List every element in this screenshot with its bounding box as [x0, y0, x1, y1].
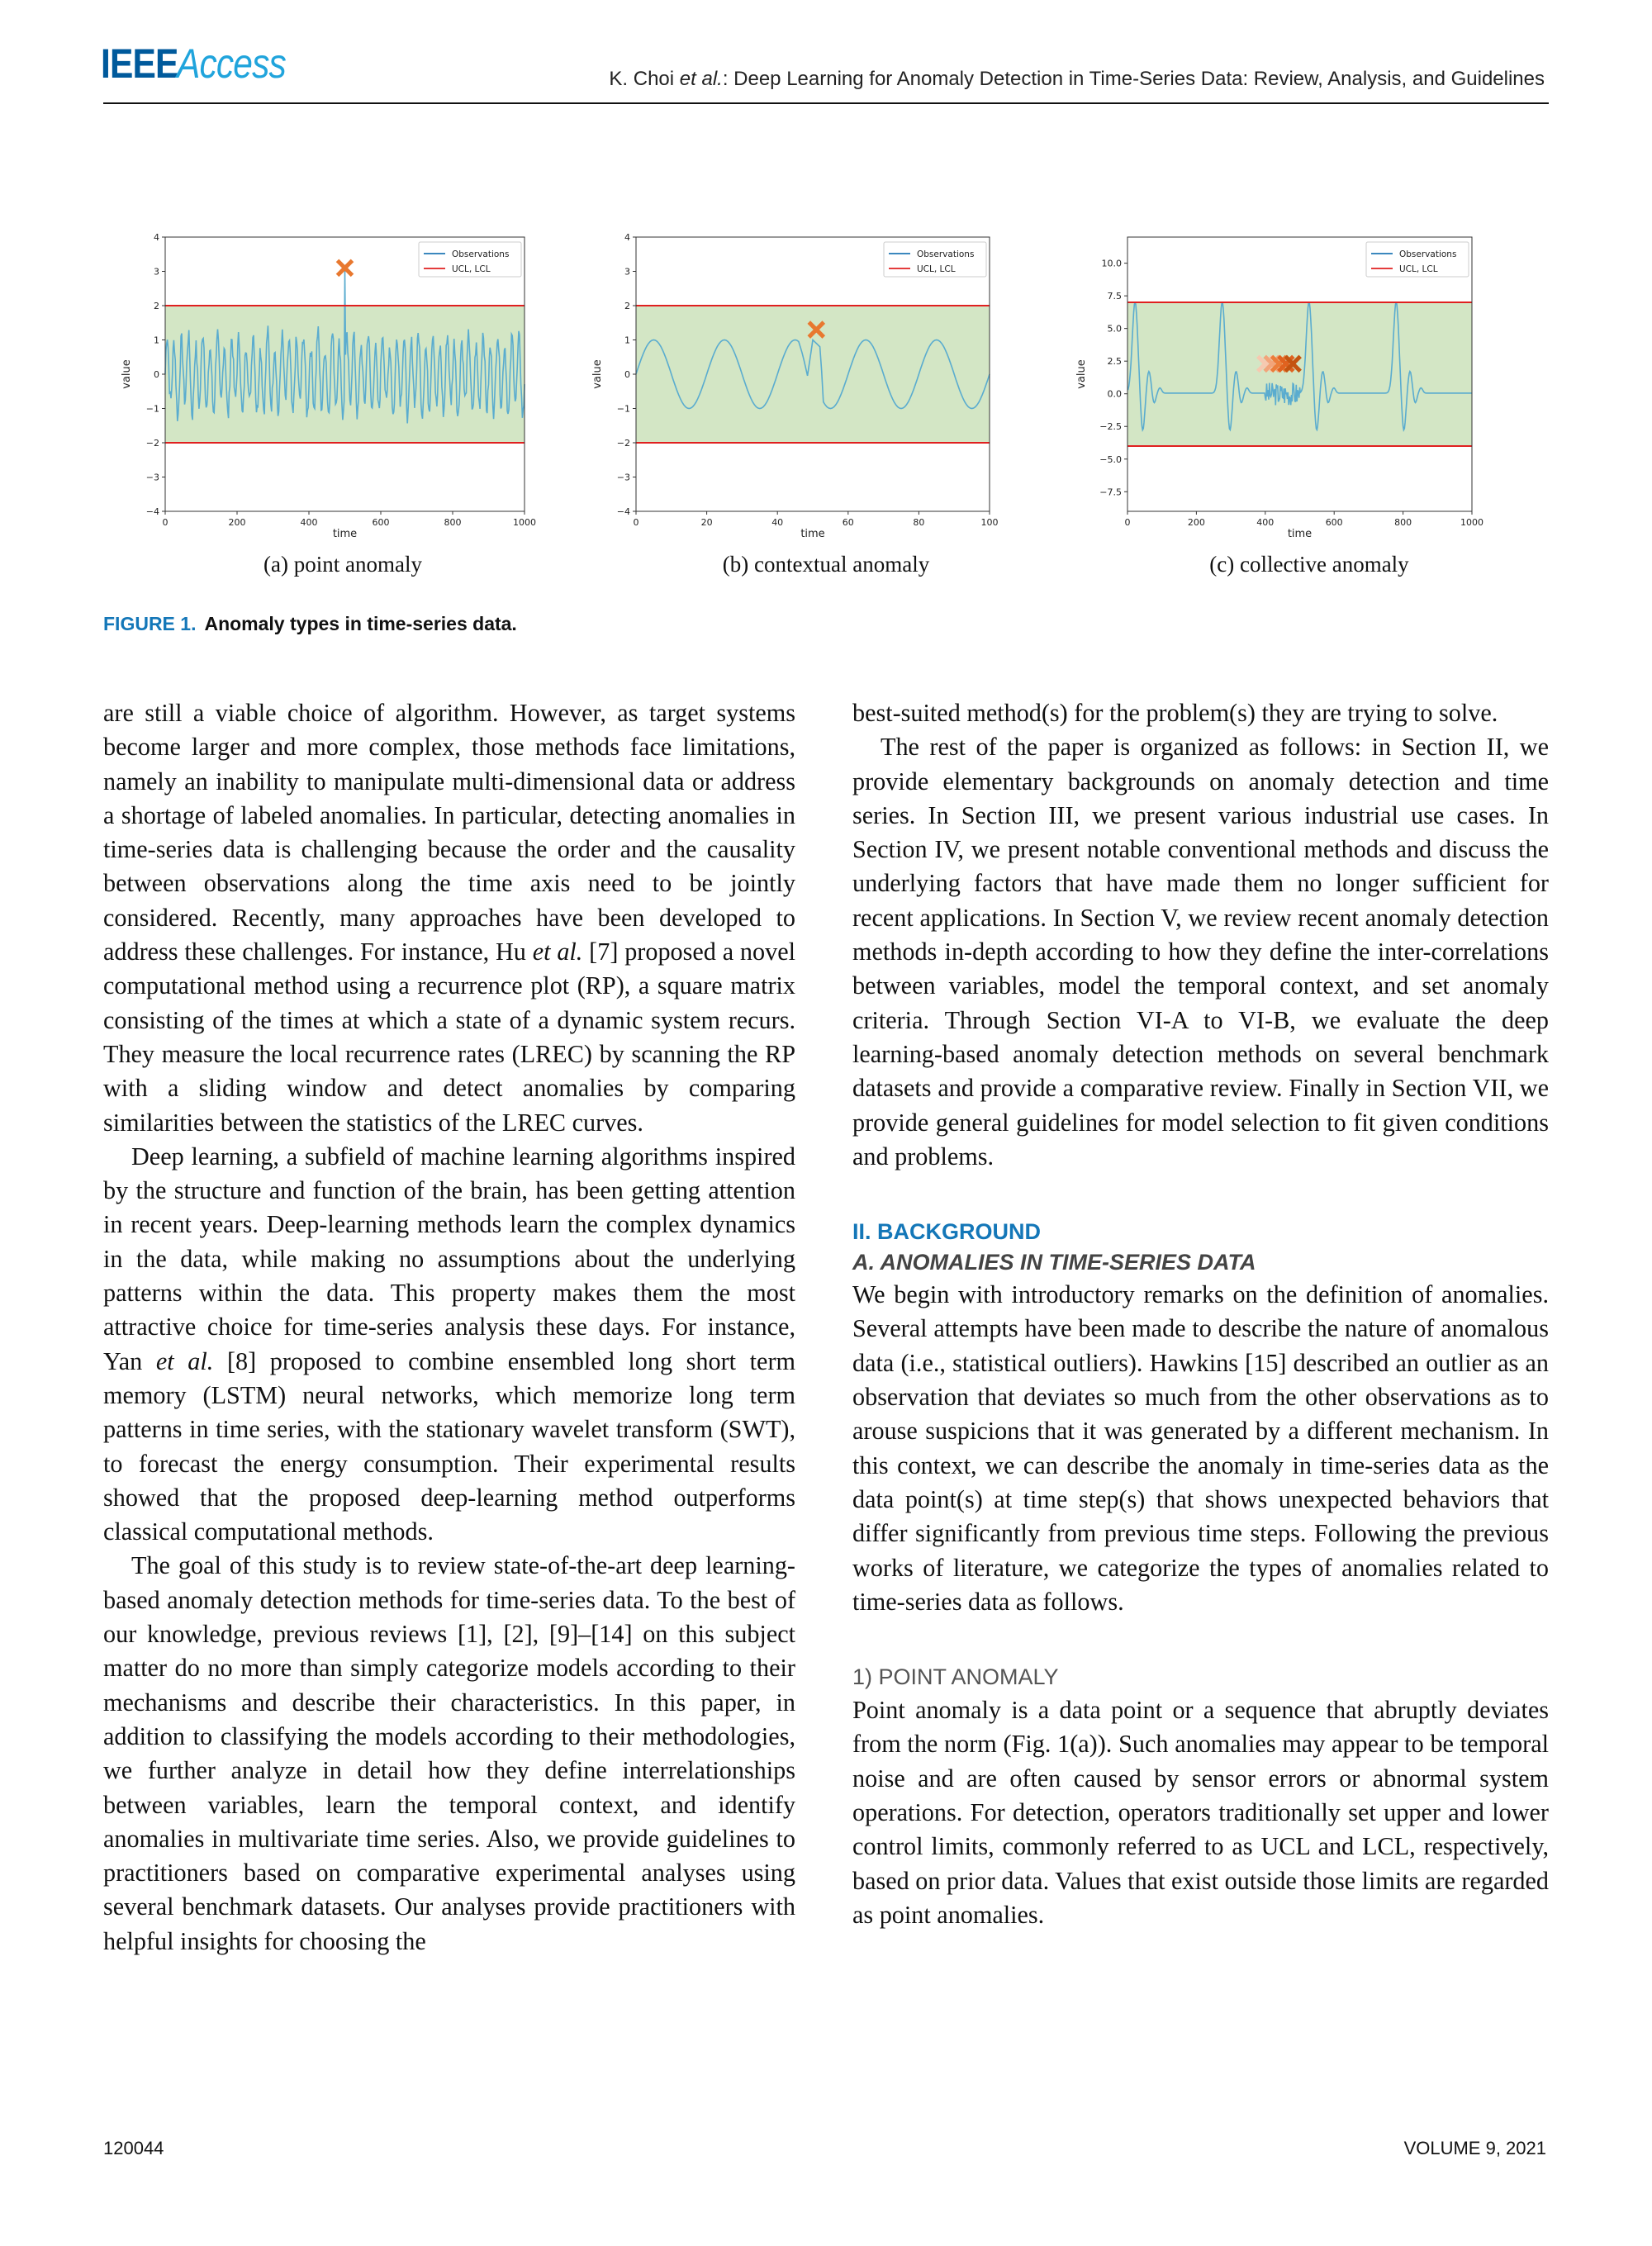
svg-text:time: time — [332, 528, 358, 540]
svg-text:2: 2 — [154, 301, 159, 311]
svg-text:value: value — [591, 359, 604, 389]
svg-text:2: 2 — [624, 301, 630, 311]
svg-text:1: 1 — [154, 335, 159, 346]
left-column — [103, 696, 795, 1959]
svg-text:600: 600 — [1325, 517, 1343, 528]
svg-text:value: value — [121, 359, 133, 389]
svg-text:5.0: 5.0 — [1107, 323, 1122, 335]
svg-text:3: 3 — [154, 266, 159, 278]
running-head-author: K. Choi — [609, 68, 680, 90]
paragraph: Point anomaly is a data point or a sequence that abruptly deviates from the norm (Fig. 1(a)). Such anomalies may appear to be temporal noise and are often caused by sensor errors or abnormal system operations. For detection, operators traditionally set upper and lower control limits, commonly referred to as UCL and LCL, respectively, based on prior data. Values that exist outside those limits are regarded as point anomalies. — [852, 1696, 1549, 1929]
svg-text:−3: −3 — [616, 472, 630, 483]
svg-text:value: value — [1075, 359, 1088, 389]
svg-text:7.5: 7.5 — [1107, 291, 1122, 302]
svg-text:0.0: 0.0 — [1107, 388, 1122, 400]
paragraph: Deep learning, a subfield of machine learning algorithms inspired by the structure and function of the brain, has been getting attention in recent years. Deep-learning methods learn the complex dynamics in the data, while making no assumptions about the underlying patterns within the data. This property makes them the most attractive choice for time-series analysis these days. For instance, Yan et al. [8] proposed to combine ensembled long short term memory (LSTM) neural networks, which memorize long term patterns in time series, with the stationary wavelet transform (SWT), to forecast the energy consumption. Their experimental results showed that the proposed deep-learning method outperforms classical computational methods. — [103, 1142, 795, 1546]
running-head-title: : Deep Learning for Anomaly Detection in Time-Series Data: Review, Analysis, and Guidelines — [722, 68, 1545, 90]
subcaption-a: (a) point anomaly — [263, 552, 422, 577]
svg-text:Observations: Observations — [1399, 249, 1457, 259]
svg-text:−1: −1 — [616, 403, 630, 415]
svg-text:0: 0 — [154, 369, 159, 380]
svg-text:60: 60 — [842, 517, 854, 528]
running-head — [609, 68, 1545, 91]
figure-caption — [103, 613, 517, 635]
svg-text:time: time — [800, 528, 825, 540]
svg-text:1000: 1000 — [1460, 517, 1483, 528]
svg-text:−5.0: −5.0 — [1099, 453, 1122, 465]
chart-a-svg — [112, 219, 558, 549]
svg-text:UCL, LCL: UCL, LCL — [917, 264, 956, 274]
svg-text:time: time — [1287, 528, 1313, 540]
section-heading: II. BACKGROUND — [852, 1219, 1041, 1245]
chart-b-svg — [582, 219, 1028, 549]
svg-text:−2.5: −2.5 — [1099, 421, 1122, 433]
svg-text:−4: −4 — [616, 506, 630, 517]
svg-text:Observations: Observations — [917, 249, 975, 259]
paragraph: are still a viable choice of algorithm. However, as target systems become larger and more complex, those methods face limitations, namely an inability to manipulate multi-dimensional data or address a shortage of labeled anomalies. In particular, detecting anomalies in time-series data is challenging because the order and the causality between observations along the time axis need to be jointly considered. Recently, many approaches have been developed to address these challenges. For instance, Hu et al. [7] proposed a novel computational method using a recurrence plot (RP), a square matrix consisting of the times at which a state of a dynamic system recurs. They measure the local recurrence rates (LREC) by scanning the RP with a sliding window and detect anomalies by comparing similarities between the statistics of the LREC curves. — [103, 699, 795, 1137]
svg-text:−4: −4 — [145, 506, 159, 517]
logo-access: Access — [176, 40, 286, 87]
subsection-heading: A. ANOMALIES IN TIME-SERIES DATA — [852, 1250, 1256, 1275]
svg-text:2.5: 2.5 — [1107, 356, 1122, 368]
svg-text:Observations: Observations — [452, 249, 510, 259]
svg-text:3: 3 — [624, 266, 630, 278]
header-rule — [103, 102, 1549, 104]
svg-text:600: 600 — [372, 517, 390, 528]
svg-text:400: 400 — [300, 517, 318, 528]
svg-text:800: 800 — [1394, 517, 1412, 528]
page-number: 120044 — [103, 2138, 164, 2158]
journal-logo — [101, 40, 305, 87]
svg-text:1000: 1000 — [513, 517, 536, 528]
svg-text:−7.5: −7.5 — [1099, 487, 1122, 498]
svg-text:20: 20 — [700, 517, 713, 528]
svg-text:−3: −3 — [145, 472, 159, 483]
paragraph: best-suited method(s) for the problem(s) they are trying to solve. — [852, 699, 1498, 727]
subcaption-b: (b) contextual anomaly — [722, 552, 930, 577]
svg-text:1: 1 — [624, 335, 630, 346]
svg-text:0: 0 — [1124, 517, 1131, 528]
svg-text:800: 800 — [444, 517, 462, 528]
figure-caption-text: Anomaly types in time-series data. — [204, 613, 517, 634]
chart-c-svg — [1061, 219, 1507, 549]
paragraph: We begin with introductory remarks on the definition of anomalies. Several attempts have been made to describe the nature of anomalous data (i.e., statistical outliers). Hawkins [15] described an outlier as an observation that deviates so much from the other observations as to arouse suspicions that it was generated by a different mechanism. In this context, we can describe the anomaly in time-series data as the data point(s) at time step(s) that shows unexpected behaviors that differ significantly from previous time steps. Following the previous works of literature, we categorize the types of anomalies related to time-series data as follows. — [852, 1280, 1549, 1616]
svg-text:4: 4 — [154, 232, 159, 243]
svg-text:−2: −2 — [145, 438, 159, 449]
svg-text:400: 400 — [1256, 517, 1275, 528]
svg-text:200: 200 — [1187, 517, 1205, 528]
svg-text:10.0: 10.0 — [1101, 258, 1122, 269]
paragraph: The rest of the paper is organized as follows: in Section II, we provide elementary backgrounds on anomaly detection and time series. In Section III, we present various industrial use cases. In Section IV, we present notable conventional methods and discuss the underlying factors that have made them no longer sufficient for recent applications. In Section V, we review recent anomaly detection methods in-depth according to how they define the inter-correlations between variables, model the temporal context, and set anomaly criteria. Through Section VI-A to VI-B, we evaluate the deep learning-based anomaly detection methods on several benchmark datasets and provide a comparative review. Finally in Section VII, we provide general guidelines for model selection to fit given conditions and problems. — [852, 733, 1549, 1170]
subsubsection-heading: 1) POINT ANOMALY — [852, 1664, 1059, 1690]
running-head-etal: et al. — [679, 68, 723, 90]
paragraph: The goal of this study is to review state-of-the-art deep learning-based anomaly detection methods for time-series data. To the best of our knowledge, previous reviews [1], [2], [9]–[14] on this subject matter do no more than simply categorize models according to their mechanisms and describe their characteristics. In this paper, in addition to classifying the models according to their methodologies, we further analyze in detail how they define interrelationships between variables, learn the temporal context, and identify anomalies in multivariate time series. Also, we provide guidelines to practitioners based on comparative experimental analyses using several benchmark datasets. Our analyses provide practitioners with helpful insights for choosing the — [103, 1551, 795, 1955]
svg-text:80: 80 — [913, 517, 925, 528]
svg-text:0: 0 — [624, 369, 630, 380]
svg-text:0: 0 — [162, 517, 169, 528]
svg-text:UCL, LCL: UCL, LCL — [452, 264, 491, 274]
svg-text:−2: −2 — [616, 438, 630, 449]
subcaption-c: (c) collective anomaly — [1209, 552, 1409, 577]
svg-text:200: 200 — [228, 517, 246, 528]
right-column — [852, 696, 1549, 1932]
chart-collective-anomaly — [1061, 219, 1507, 549]
svg-text:−1: −1 — [145, 403, 159, 415]
svg-text:100: 100 — [980, 517, 999, 528]
svg-text:4: 4 — [624, 232, 630, 243]
chart-point-anomaly — [112, 219, 558, 549]
svg-text:0: 0 — [633, 517, 639, 528]
logo-ieee: IEEE — [101, 40, 178, 87]
svg-text:40: 40 — [771, 517, 784, 528]
svg-text:UCL, LCL: UCL, LCL — [1399, 264, 1438, 274]
chart-contextual-anomaly — [582, 219, 1028, 549]
figure-label: FIGURE 1. — [103, 613, 197, 634]
volume-info: VOLUME 9, 2021 — [1403, 2138, 1546, 2158]
